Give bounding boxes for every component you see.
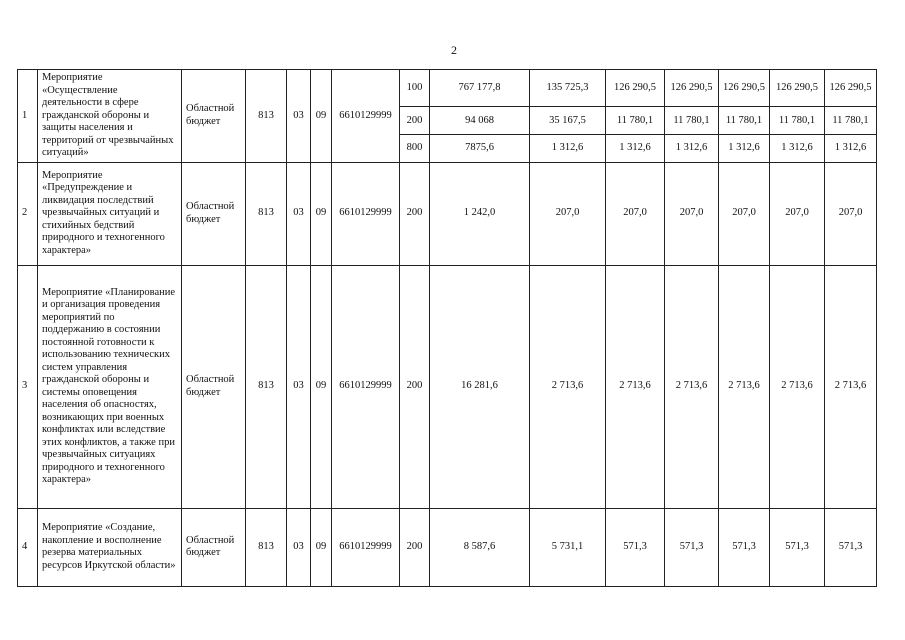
- value-cell: 1 312,6: [719, 135, 770, 162]
- value-cell: 571,3: [770, 508, 825, 586]
- value-cell: 207,0: [665, 162, 719, 265]
- total-cell: 16 281,6: [430, 265, 530, 508]
- row-index: 4: [18, 508, 38, 586]
- budget-code-cell: 09: [311, 508, 332, 586]
- value-cell: 207,0: [825, 162, 877, 265]
- row-index: 3: [18, 265, 38, 508]
- budget-code-cell: 03: [287, 265, 311, 508]
- table-row: [18, 508, 877, 586]
- value-cell: 1 312,6: [606, 135, 665, 162]
- value-cell: 571,3: [665, 508, 719, 586]
- expense-type-cell: 200: [400, 265, 430, 508]
- budget-code-cell: 03: [287, 508, 311, 586]
- funding-source: Областной бюджет: [182, 265, 246, 508]
- value-cell: 126 290,5: [770, 70, 825, 107]
- value-cell: 11 780,1: [770, 107, 825, 135]
- expense-type-cell: 200: [400, 162, 430, 265]
- value-cell: 2 713,6: [825, 265, 877, 508]
- value-cell: 126 290,5: [825, 70, 877, 107]
- expense-type-cell: 100: [400, 70, 430, 107]
- budget-code-cell: 813: [246, 70, 287, 163]
- budget-code-cell: 09: [311, 70, 332, 163]
- table-row: [18, 162, 877, 265]
- value-cell: 2 713,6: [606, 265, 665, 508]
- value-cell: 11 780,1: [665, 107, 719, 135]
- activity-name: Мероприятие «Создание, накопление и восполнение резерва материальных ресурсов Иркутской области»: [38, 508, 182, 586]
- funding-source: Областной бюджет: [182, 162, 246, 265]
- row-index: 2: [18, 162, 38, 265]
- table-row: [18, 70, 877, 107]
- value-cell: 126 290,5: [665, 70, 719, 107]
- value-cell: 571,3: [719, 508, 770, 586]
- value-cell: 126 290,5: [719, 70, 770, 107]
- total-cell: 1 242,0: [430, 162, 530, 265]
- value-cell: 1 312,6: [530, 135, 606, 162]
- value-cell: 2 713,6: [530, 265, 606, 508]
- budget-code-cell: 09: [311, 162, 332, 265]
- value-cell: 11 780,1: [606, 107, 665, 135]
- budget-code-cell: 6610129999: [332, 508, 400, 586]
- value-cell: 571,3: [825, 508, 877, 586]
- table-row: [18, 265, 877, 508]
- budget-code-cell: 813: [246, 508, 287, 586]
- value-cell: 2 713,6: [719, 265, 770, 508]
- value-cell: 207,0: [770, 162, 825, 265]
- total-cell: 767 177,8: [430, 70, 530, 107]
- value-cell: 207,0: [530, 162, 606, 265]
- value-cell: 126 290,5: [606, 70, 665, 107]
- value-cell: 1 312,6: [770, 135, 825, 162]
- value-cell: 207,0: [606, 162, 665, 265]
- budget-code-cell: 813: [246, 265, 287, 508]
- funding-source: Областной бюджет: [182, 70, 246, 163]
- budget-code-cell: 813: [246, 162, 287, 265]
- activity-name: Мероприятие «Осуществление деятельности в сфере гражданской обороны и защиты населения и территорий от чрезвычайных ситуаций»: [38, 70, 182, 163]
- row-index: 1: [18, 70, 38, 163]
- funding-source: Областной бюджет: [182, 508, 246, 586]
- budget-code-cell: 6610129999: [332, 162, 400, 265]
- value-cell: 2 713,6: [665, 265, 719, 508]
- expense-type-cell: 200: [400, 107, 430, 135]
- total-cell: 7875,6: [430, 135, 530, 162]
- activity-name: Мероприятие «Планирование и организация проведения мероприятий по поддержанию в состоянии постоянной готовности к использованию технических систем управления гражданской обороны и системы оповещения населения об опасностях, возникающих при военных конфликтах или вследствие этих конфликтов, а также при чрезвычайных ситуациях природного и техногенного характера»: [38, 265, 182, 508]
- value-cell: 11 780,1: [719, 107, 770, 135]
- value-cell: 11 780,1: [825, 107, 877, 135]
- value-cell: 1 312,6: [825, 135, 877, 162]
- budget-code-cell: 6610129999: [332, 70, 400, 163]
- budget-table: [17, 69, 877, 587]
- value-cell: 35 167,5: [530, 107, 606, 135]
- budget-code-cell: 03: [287, 70, 311, 163]
- value-cell: 2 713,6: [770, 265, 825, 508]
- value-cell: 1 312,6: [665, 135, 719, 162]
- expense-type-cell: 200: [400, 508, 430, 586]
- value-cell: 135 725,3: [530, 70, 606, 107]
- budget-code-cell: 03: [287, 162, 311, 265]
- activity-name: Мероприятие «Предупреждение и ликвидация последствий чрезвычайных ситуаций и стихийных бедствий природного и техногенного характера»: [38, 162, 182, 265]
- expense-type-cell: 800: [400, 135, 430, 162]
- budget-code-cell: 6610129999: [332, 265, 400, 508]
- budget-code-cell: 09: [311, 265, 332, 508]
- value-cell: 571,3: [606, 508, 665, 586]
- page-number: 2: [451, 43, 457, 57]
- total-cell: 94 068: [430, 107, 530, 135]
- value-cell: 207,0: [719, 162, 770, 265]
- total-cell: 8 587,6: [430, 508, 530, 586]
- value-cell: 5 731,1: [530, 508, 606, 586]
